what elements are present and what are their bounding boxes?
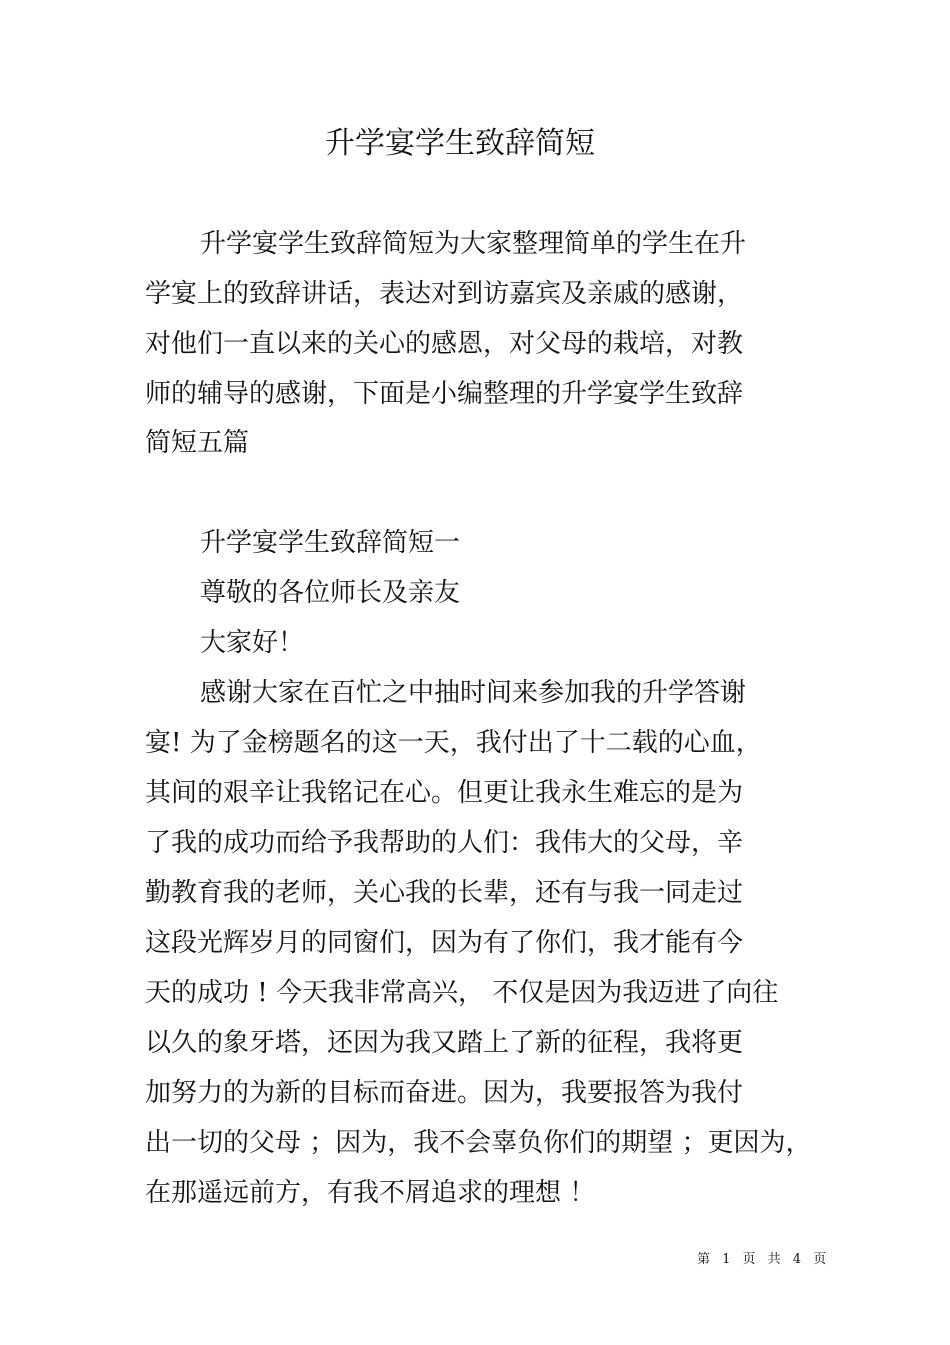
body-line: 加努力的为新的目标而奋进。因为，我要报答为我付 (145, 1078, 744, 1108)
body-line: 其间的艰辛让我铭记在心。但更让我永生难忘的是为 (145, 778, 744, 808)
intro-line: 师的辅导的感谢，下面是小编整理的升学宴学生致辞 (145, 379, 744, 409)
body-line: 感谢大家在百忙之中抽时间来参加我的升学答谢 (200, 678, 747, 708)
intro-line: 对他们一直以来的关心的感恩，对父母的栽培，对教 (145, 329, 744, 359)
body-line: 以久的象牙塔，还因为我又踏上了新的征程，我将更 (145, 1028, 744, 1058)
greeting: 大家好！ (200, 628, 305, 658)
intro-line: 学宴上的致辞讲话，表达对到访嘉宾及亲戚的感谢， (145, 279, 744, 309)
page-number: 第 1 页 共 4 页 (697, 1252, 831, 1267)
intro-line: 升学宴学生致辞简短为大家整理简单的学生在升 (200, 229, 747, 259)
body-line: 天的成功 ! 今天我非常高兴， 不仅是因为我迈进了向往 (145, 978, 779, 1008)
salutation: 尊敬的各位师长及亲友 (200, 578, 461, 608)
body-line: 出一切的父母 ；因为，我不会辜负你们的期望 ；更因为， (145, 1128, 812, 1158)
body-line: 勤教育我的老师，关心我的长辈，还有与我一同走过 (145, 878, 744, 908)
intro-line: 简短五篇 (145, 428, 250, 458)
body-line: 这段光辉岁月的同窗们，因为有了你们，我才能有今 (145, 928, 744, 958)
body-line: 宴! 为了金榜题名的这一天，我付出了十二载的心血， (145, 728, 762, 758)
body-line: 在那遥远前方，有我不屑追求的理想 ！ (145, 1178, 596, 1208)
body-line: 了我的成功而给予我帮助的人们：我伟大的父母，辛 (145, 828, 744, 858)
section-heading: 升学宴学生致辞简短一 (200, 528, 461, 558)
document-title: 升学宴学生致辞简短 (325, 126, 595, 161)
